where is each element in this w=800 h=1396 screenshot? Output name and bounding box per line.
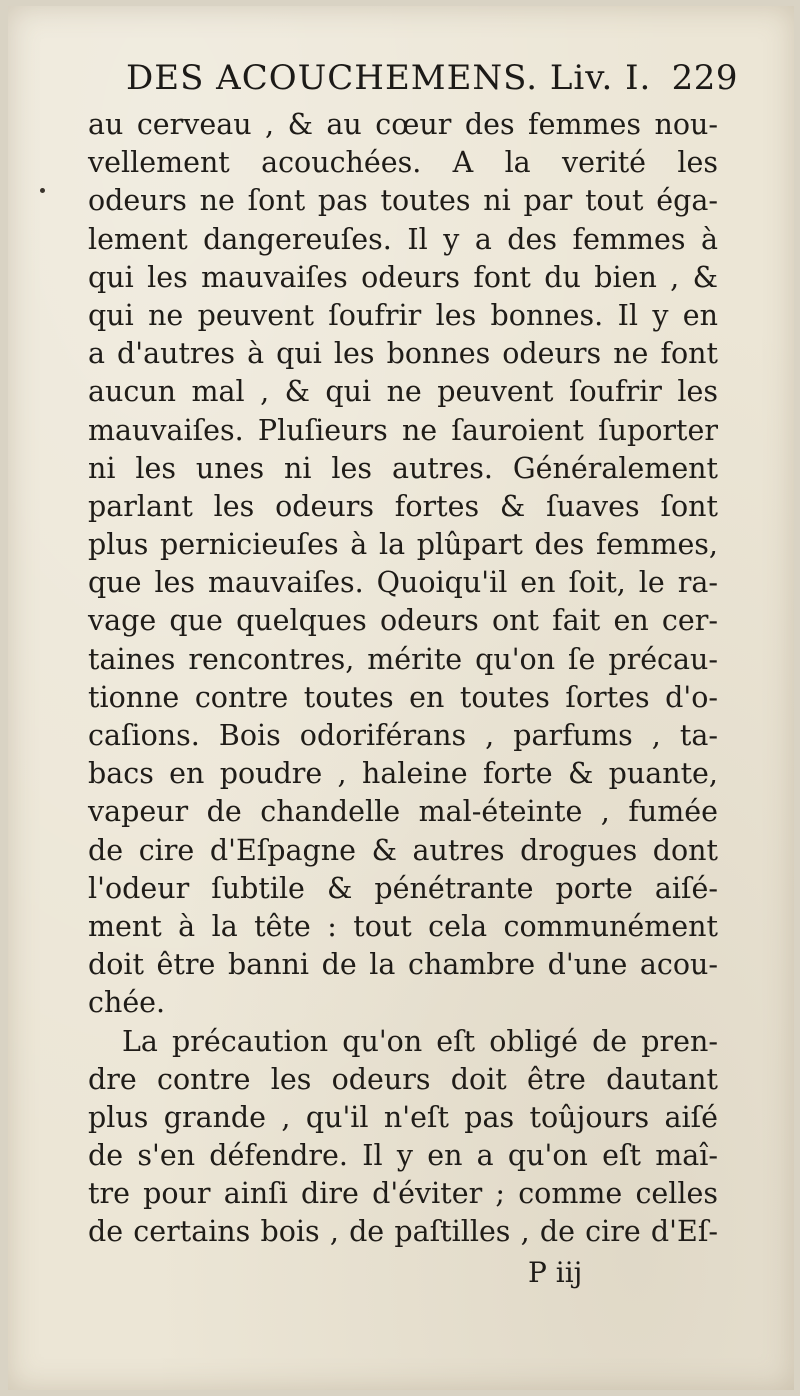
text-line: plus pernicieuſes à la plûpart des femmes, [88, 528, 718, 562]
text-line: aucun mal , & qui ne peuvent ſoufrir les [88, 375, 718, 409]
text-line: de s'en défendre. Il y en a qu'on eſt maî- [88, 1139, 718, 1173]
paragraph-end-line: chée. [88, 986, 166, 1020]
text-line: lement dangereuſes. Il y a des femmes à [88, 222, 718, 256]
ink-speck [40, 188, 45, 193]
text-line: mauvaiſes. Pluſieurs ne ſauroient ſuporter [88, 413, 718, 447]
signature-mark: P iij [528, 1256, 583, 1289]
text-line: parlant les odeurs fortes & ſuaves ſont [88, 489, 718, 523]
text-line: ni les unes ni les autres. Généralement [88, 451, 718, 485]
text-line: vellement acouchées. A la verité les [88, 146, 718, 180]
page-number: 229 [671, 58, 738, 98]
text-line: qui ne peuvent ſoufrir les bonnes. Il y en [88, 298, 718, 332]
text-line: vage que quelques odeurs ont fait en cer- [88, 604, 718, 638]
paragraph-start-line: La précaution qu'on eſt obligé de pren- [122, 1024, 718, 1058]
text-line: taines rencontres, mérite qu'on ſe précau- [88, 642, 718, 676]
text-line: a d'autres à qui les bonnes odeurs ne font [88, 337, 718, 371]
text-line: vapeur de chandelle mal-éteinte , fumée [88, 795, 718, 829]
text-line: de certains bois , de paſtilles , de cire d'Eſ- [88, 1215, 718, 1249]
text-line: au cerveau , & au cœur des femmes nou- [88, 108, 718, 141]
text-line: doit être banni de la chambre d'une acou- [88, 948, 718, 982]
text-line: dre contre les odeurs doit être dautant [88, 1062, 718, 1096]
text-line: que les mauvaiſes. Quoiqu'il en ſoit, le ra- [88, 566, 718, 600]
text-line: qui les mauvaiſes odeurs font du bien , & [88, 260, 718, 294]
text-line: l'odeur ſubtile & pénétrante porte aiſé- [88, 871, 718, 905]
book-page [8, 6, 794, 1390]
text-line: ment à la tête : tout cela communément [88, 909, 718, 943]
text-line: tre pour ainſi dire d'éviter ; comme celles [88, 1177, 718, 1211]
running-head-title: DES ACOUCHEMENS. Liv. I. [126, 58, 652, 98]
text-line: odeurs ne ſont pas toutes ni par tout éga- [88, 184, 718, 218]
text-line: plus grande , qu'il n'eſt pas toûjours aiſé [88, 1100, 718, 1134]
running-head [126, 58, 738, 98]
body-text [88, 106, 718, 1252]
text-line: de cire d'Eſpagne & autres drogues dont [88, 833, 718, 867]
text-line: caſions. Bois odoriférans , parfums , ta- [88, 719, 718, 752]
text-line: tionne contre toutes en toutes ſortes d'o- [88, 680, 718, 714]
text-line: bacs en poudre , haleine forte & puante, [88, 757, 718, 791]
